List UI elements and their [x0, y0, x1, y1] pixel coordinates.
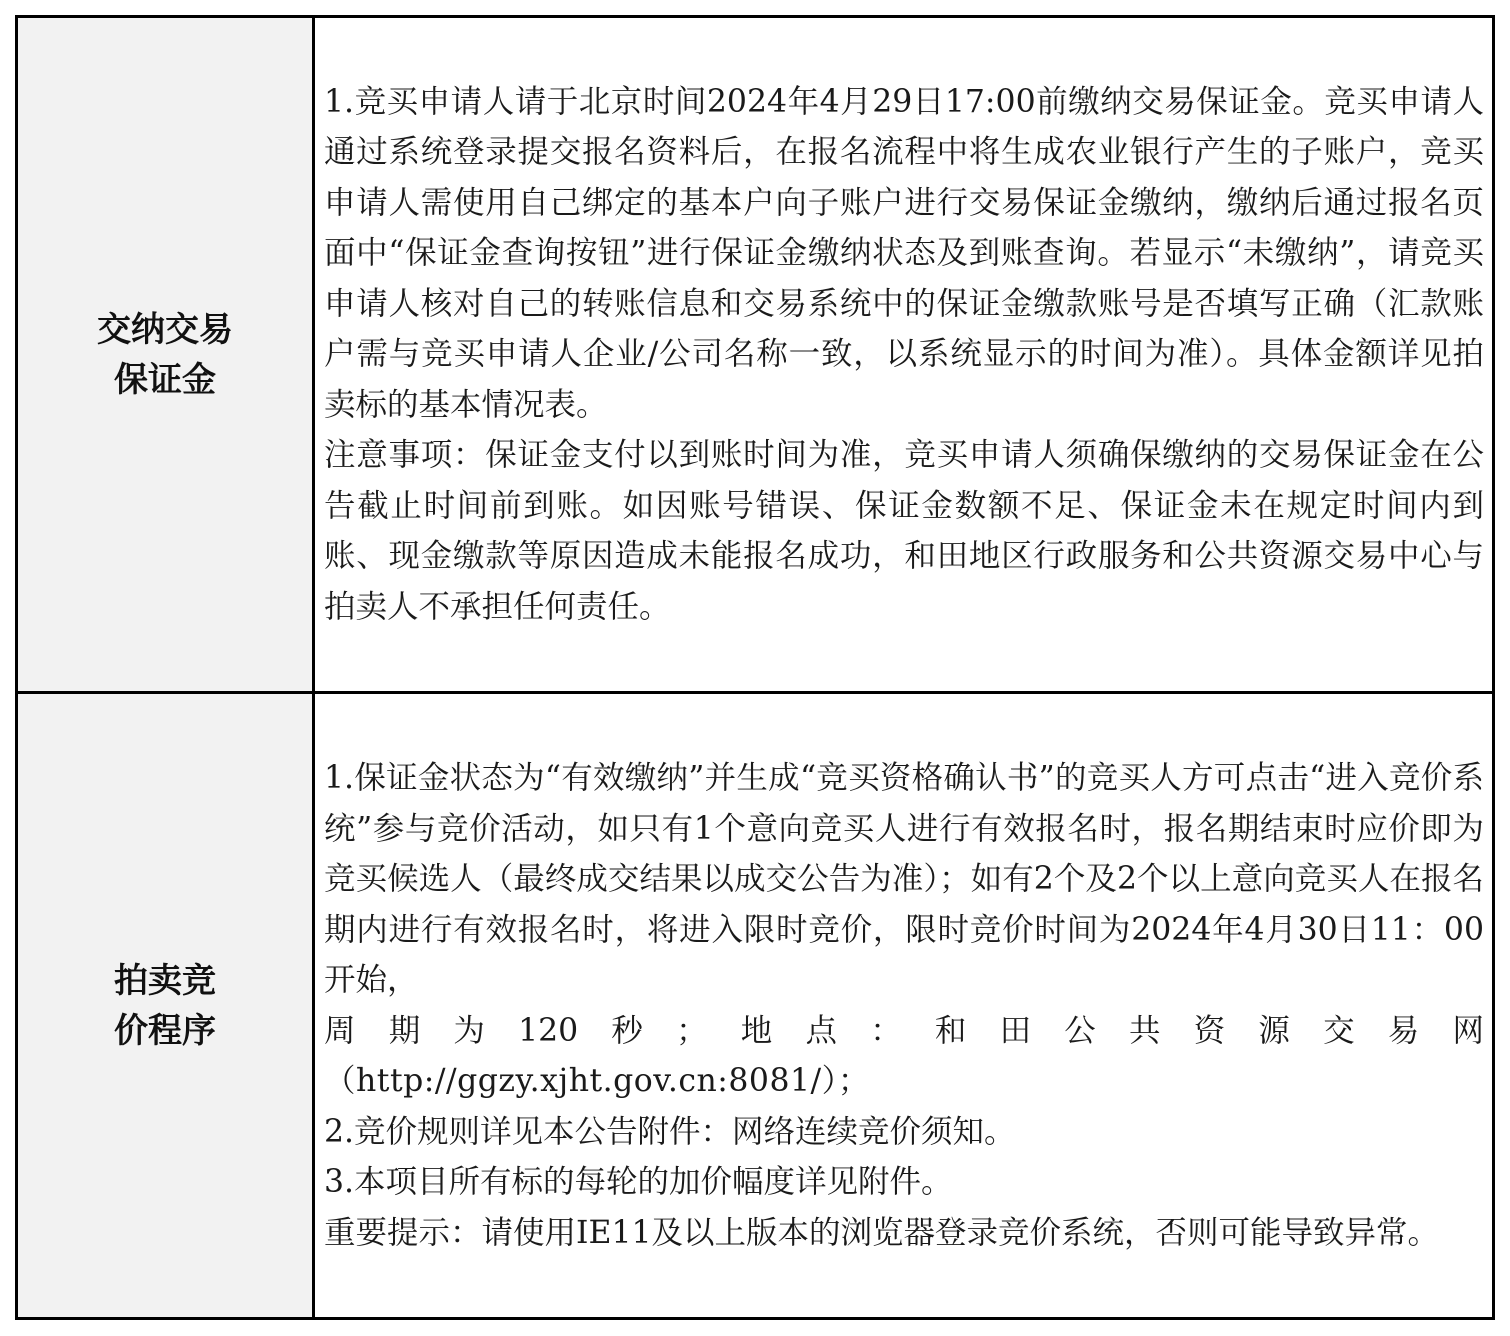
content-paragraph: 1.竞买申请人请于北京时间2024年4月29日17:00前缴纳交易保证金。竞买申请人通过系统登录提交报名资料后，在报名流程中将生成农业银行产生的子账户，竞买申请人需使用自己绑定的基本户向子账户进行交易保证金缴纳，缴纳后通过报名页面中“保证金查询按钮”进行保证金缴纳状态及到账查询。若显示“未缴纳”，请竞买申请人核对自己的转账信息和交易系统中的保证金缴款账号是否填写正确（汇款账户需与竞买申请人企业/公司名称一致，以系统显示的时间为准）。具体金额详见拍卖标的基本情况表。 [324, 83, 1484, 423]
content-paragraph-spread: 周期为120秒；地点：和田公共资源交易网 [324, 1012, 1484, 1049]
row-label-line: 保证金 [114, 359, 216, 400]
row-label-auction [17, 693, 314, 1319]
row-label-line: 价程序 [114, 1010, 216, 1051]
content-paragraph: 注意事项：保证金支付以到账时间为准，竞买申请人须确保缴纳的交易保证金在公告截止时间前到账。如因账号错误、保证金数额不足、保证金未在规定时间内到账、现金缴款等原因造成未能报名成功，和田地区行政服务和公共资源交易中心与拍卖人不承担任何责任。 [324, 437, 1484, 625]
row-label-deposit [17, 17, 314, 693]
website-url-text: （http://ggzy.xjht.gov.cn:8081/）； [324, 1063, 870, 1099]
content-paragraph: 1.保证金状态为“有效缴纳”并生成“竞买资格确认书”的竞买人方可点击“进入竞价系统”参与竞价活动，如只有1个意向竞买人进行有效报名时，报名期结束时应价即为竞买候选人（最终成交结果以成交公告为准）；如有2个及2个以上意向竞买人在报名期内进行有效报名时，将进入限时竞价，限时竞价时间为2024年4月30日11：00开始， [324, 760, 1484, 998]
content-paragraph: 3.本项目所有标的每轮的加价幅度详见附件。 [324, 1164, 953, 1200]
table-row [17, 693, 1494, 1319]
row-label-line: 交纳交易 [97, 309, 233, 350]
info-table [15, 15, 1495, 1320]
row-label-line: 拍卖竞 [114, 960, 216, 1001]
row-content-deposit [314, 17, 1494, 693]
content-paragraph: 重要提示：请使用IE11及以上版本的浏览器登录竞价系统，否则可能导致异常。 [324, 1214, 1440, 1251]
row-content-auction [314, 693, 1494, 1319]
content-paragraph: 2.竞价规则详见本公告附件：网络连续竞价须知。 [324, 1113, 1016, 1150]
table-row [17, 17, 1494, 693]
